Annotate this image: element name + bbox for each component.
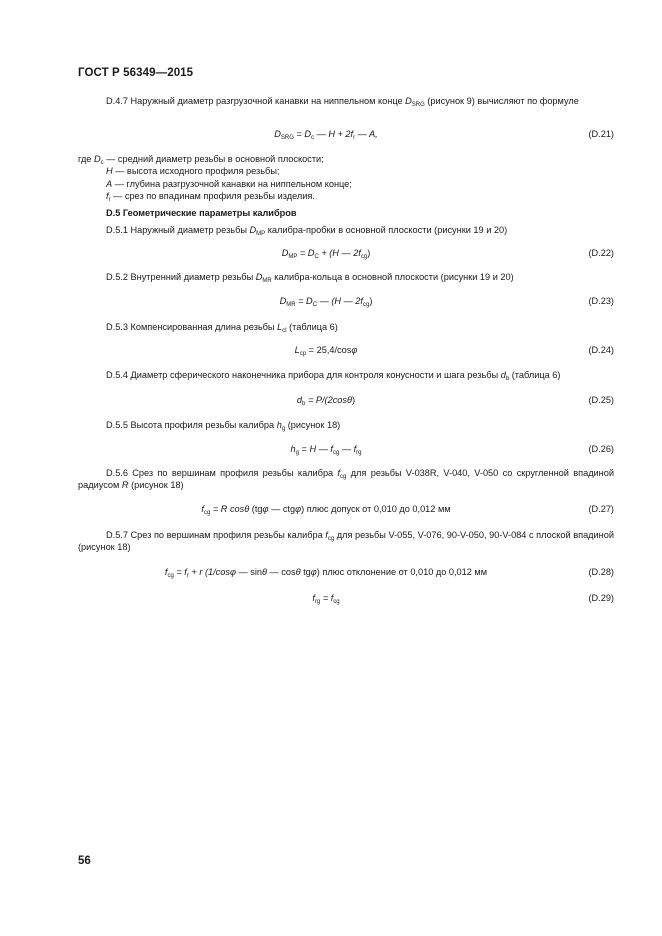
eq22-tail-sub: cg [360,254,368,260]
d56-text-b: для резьбы V-038R, V-040, V-050 со скругленной впадиной радиусом [78,468,615,491]
eq29-rhs: = f [320,593,334,603]
eq28-mid2: — sin [235,567,263,577]
paragraph-d57 [78,529,614,554]
eq26-lhs: h [290,444,296,454]
eq28-theta2: θ [295,567,301,577]
eq23-rhs-sub: C [312,302,318,308]
eq26-mid-sub: rg [356,450,362,456]
equation-d21 [78,128,614,141]
eq27-phi2: φ [295,504,302,514]
d52-text-a: D.5.2 Внутренний диаметр резьбы [106,272,256,282]
eq21-dc-sub: c [311,135,315,141]
d53-symbol-sub: cl [282,328,287,334]
d52-text-b: калибра-кольца в основной плоскости (рисунки 19 и 20) [271,272,514,282]
equation-number-d29: (D.29) [588,593,614,603]
eq21-mid: — H + 2f [314,129,354,139]
legend-item [78,190,614,202]
eq23-tail-sub: cg [362,302,370,308]
eq23-close: ) [369,296,373,306]
document-header: ГОСТ Р 56349—2015 [78,67,194,79]
d57-text-b: для резьбы V-055, V-076, 90-V-050, 90-V-084 с плоской впадиной (рисунок 18) [78,530,614,553]
eq26-lhs-sub: g [295,450,299,456]
legend-symbol: A [106,178,113,189]
eq24-lhs: L [294,345,300,355]
legend-prefix: где [78,154,94,164]
d56-text-a: D.5.6 Срез по вершинам профиля резьбы калибра [106,468,338,478]
eq28-phi2: φ [310,567,317,577]
eq21-equals: = [293,129,305,139]
d47-symbol: D [405,96,412,106]
equation-number-d22: (D.22) [588,248,614,258]
eq22-close: ) [367,248,371,258]
equation-d24 [78,344,614,357]
eq29-lhs-sub: rg [314,599,321,605]
d54-symbol-sub: b [505,376,510,382]
eq22-rhs: = D [297,248,315,258]
eq22-rhs-sub: C [314,254,319,260]
paragraph-d54 [78,369,614,381]
eq27-lhs-sub: cg [203,510,211,516]
d54-text-b: (таблица 6) [509,370,561,380]
equation-d22 [78,247,614,260]
eq27-mid: (tg [249,504,263,514]
equation-number-d27: (D.27) [588,504,614,514]
d53-symbol: L [277,322,283,332]
d52-symbol-sub: MR [262,278,272,284]
legend-text: — срез по впадинам профиля резьбы изделия. [110,191,315,202]
eq27-lhs: f [201,504,204,514]
eq23-tail: — (H — 2f [317,296,363,306]
eq21-tail: — A, [355,129,378,139]
d55-symbol-sub: g [281,426,286,432]
equation-d26 [78,443,614,456]
eq24-rhs: = 25,4/cos [306,345,352,355]
eq25-close: ) [352,395,356,405]
eq26-rhs: = H — f [298,444,333,454]
eq25-rhs: = P/(2cos [305,395,348,405]
equation-d25 [78,394,614,407]
eq26-mid: — f [339,444,357,454]
d53-text-b: (таблица 6) [286,322,338,332]
d57-symbol: f [325,530,328,540]
legend-symbol: H [106,166,113,177]
d54-symbol: d [500,370,506,380]
eq28-tail: ) плюс отклонение от 0,010 до 0,012 мм [316,567,488,577]
eq23-lhs: D [279,296,287,306]
equation-number-d21: (D.21) [588,129,614,139]
eq22-lhs-sub: MP [288,254,298,260]
eq21-lhs-sub: SRG [280,135,294,141]
eq28-rhs-sub: r [186,573,189,579]
eq21-f-sub: r [353,135,356,141]
equation-d29 [78,592,614,605]
eq28-phi: φ [229,567,236,577]
eq28-mid: + r (1/cos [188,567,230,577]
legend-text: — высота исходного профиля резьбы; [112,166,280,177]
d55-text-b: (рисунок 18) [285,420,341,430]
paragraph-d53 [78,321,614,333]
legend-text: — глубина разгрузочной канавки на ниппельном конце; [112,178,352,189]
eq25-theta: θ [347,395,352,405]
eq28-theta: θ [262,567,267,577]
equation-d28 [78,566,614,579]
d56-text-c: (рисунок 18) [128,480,184,491]
d57-text-a: D.5.7 Срез по вершинам профиля резьбы калибра [106,530,326,540]
eq27-mid2: — ctg [268,504,296,514]
paragraph-d52 [78,271,614,283]
eq28-mid4: tg [300,567,311,577]
legend-list [78,153,614,203]
d55-text-a: D.5.5 Высота профиля резьбы калибра [106,420,277,430]
d56-symbol: f [337,468,341,478]
legend-symbol: f [106,191,109,202]
d51-symbol-sub: MP [256,231,266,237]
d56-radius-symbol: R [121,480,129,491]
eq28-mid3: — cos [267,567,296,577]
eq22-lhs: D [281,248,289,258]
d57-symbol-sub: cg [327,536,335,542]
d56-symbol-sub: cg [340,474,347,480]
equation-d27 [78,503,614,516]
d47-symbol-sub: SRG [411,102,425,108]
equation-number-d23: (D.23) [588,296,614,306]
eq28-lhs: f [164,567,168,577]
equation-number-d25: (D.25) [588,395,614,405]
eq29-rhs-sub: cg [333,599,340,605]
paragraph-d47 [78,95,614,107]
equation-d23 [78,295,614,308]
eq26-rhs-sub: cg [332,450,340,456]
d47-text-a: D.4.7 Наружный диаметр разгрузочной канавки на ниппельном конце [106,96,403,106]
page-number: 56 [78,855,91,867]
d55-symbol: h [276,420,282,430]
eq27-tail: ) плюс допуск от 0,010 до 0,012 мм [301,504,451,514]
eq21-dc: D [304,129,312,139]
legend-item [78,178,614,190]
eq22-tail: + (H — 2f [318,248,361,258]
eq25-lhs: d [296,395,303,405]
eq24-phi: φ [351,345,358,355]
equation-number-d26: (D.26) [588,444,614,454]
d51-text-a: D.5.1 Наружный диаметр резьбы [106,225,250,235]
d51-text-b: калибра-пробки в основной плоскости (рисунки 19 и 20) [265,225,508,235]
d51-symbol: D [249,225,257,235]
d52-symbol: D [255,272,263,282]
eq21-lhs: D [274,129,281,139]
paragraph-d56 [78,467,614,492]
d47-text-b: (рисунок 9) вычисляют по формуле [427,96,579,106]
eq28-lhs-sub: cg [167,573,174,579]
eq23-rhs: = D [295,296,313,306]
d54-text-a: D.5.4 Диаметр сферического наконечника прибора для контроля конусности и шага резьбы [106,370,501,380]
eq24-lhs-sub: cp [299,351,307,357]
eq29-lhs: f [312,593,315,603]
d53-text-a: D.5.3 Компенсированная длина резьбы [106,322,278,332]
eq27-rhs: = R cos [210,504,245,514]
legend-item [78,153,614,165]
eq27-phi: φ [262,504,269,514]
eq25-lhs-sub: b [302,401,306,407]
eq28-rhs: = f [173,567,187,577]
eq23-lhs-sub: MR [286,302,296,308]
eq27-theta: θ [244,504,250,514]
paragraph-d51 [78,224,614,236]
paragraph-d55 [78,419,614,431]
equation-number-d28: (D.28) [588,567,614,577]
legend-text: — средний диаметр резьбы в основной плоскости; [103,154,324,164]
legend-symbol-sub: r [108,197,111,204]
equation-number-d24: (D.24) [588,345,614,355]
legend-item [78,165,614,177]
legend-symbol: D [93,154,101,164]
legend-symbol-sub: c [100,160,104,166]
section-heading-d5: D.5 Геометрические параметры калибров [106,208,297,218]
